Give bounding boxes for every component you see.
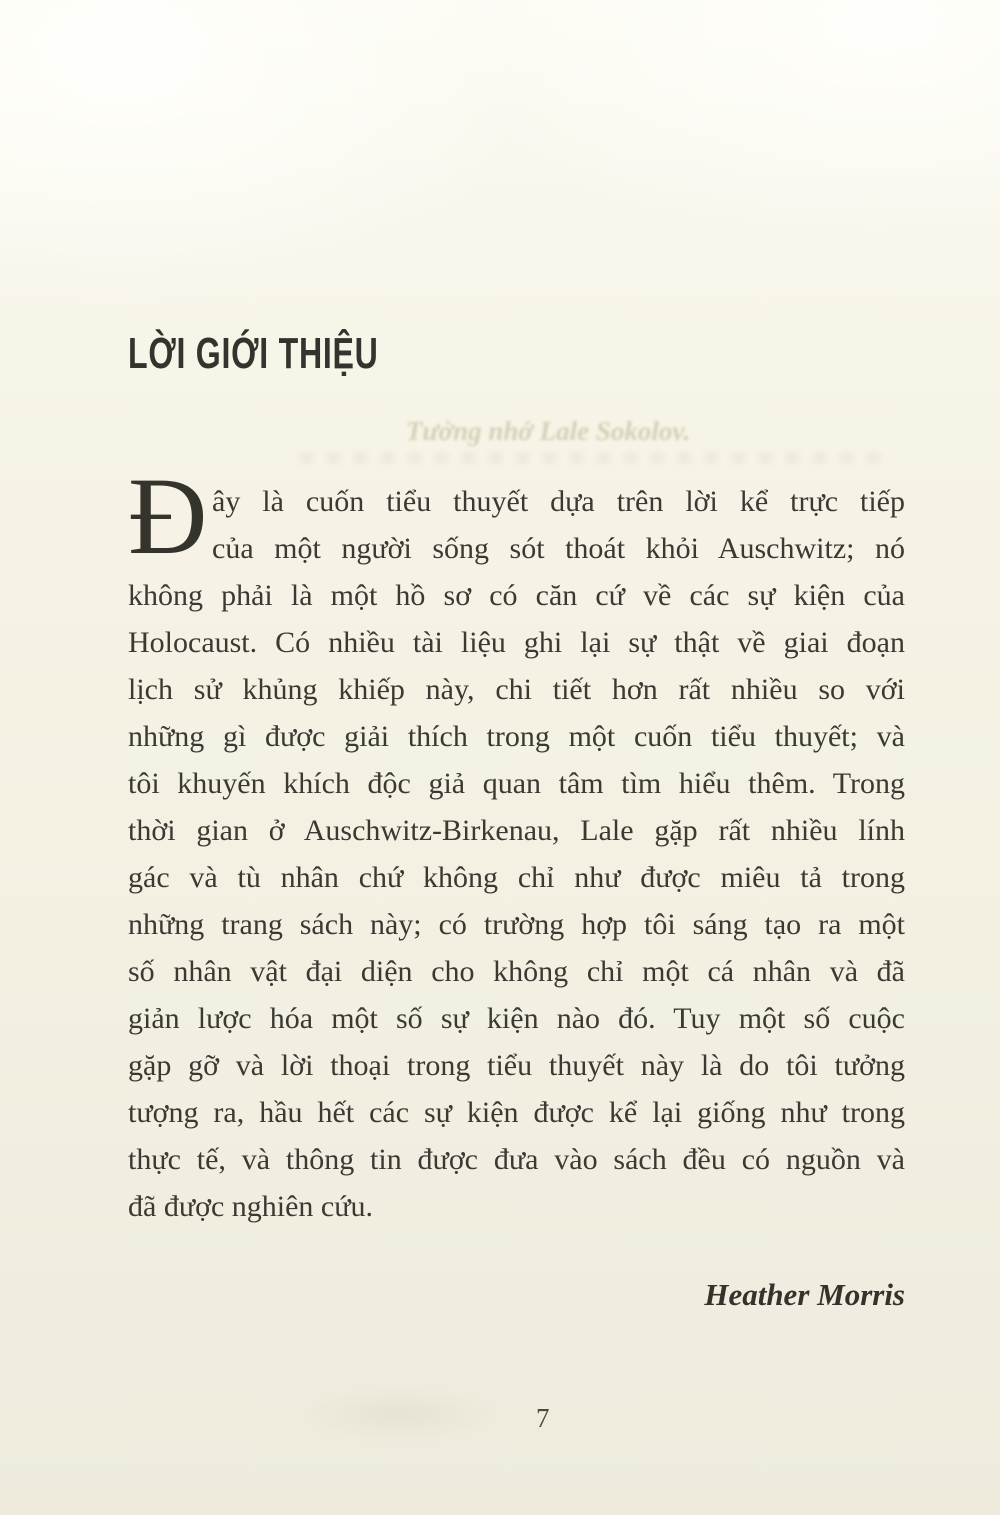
body-line: Holocaust. Có nhiều tài liệu ghi lại sự thật về giai đoạn [128, 626, 905, 659]
body-line: thời gian ở Auschwitz-Birkenau, Lale gặp rất nhiều lính [128, 814, 905, 847]
body-line: không phải là một hồ sơ có căn cứ về các sự kiện của [128, 579, 905, 612]
body-line: của một người sống sót thoát khỏi Auschwitz; nó [212, 532, 905, 565]
body-line: gặp gỡ và lời thoại trong tiểu thuyết này là do tôi tưởng [128, 1049, 905, 1082]
body-line: gác và tù nhân chứ không chỉ như được miêu tả trong [128, 861, 905, 894]
page-number: 7 [536, 1403, 550, 1433]
body-line: giản lược hóa một số sự kiện nào đó. Tuy một số cuộc [128, 1002, 905, 1035]
paper-smudge [300, 1388, 500, 1440]
section-heading-text: LỜI GIỚI THIỆU [128, 329, 379, 379]
body-line: số nhân vật đại diện cho không chỉ một cá nhân và đã [128, 955, 905, 988]
body-line: những trang sách này; có trường hợp tôi sáng tạo ra một [128, 908, 905, 941]
body-line: những gì được giải thích trong một cuốn tiểu thuyết; và [128, 720, 905, 753]
bleedthrough-smudge [300, 452, 880, 464]
body-line: ây là cuốn tiểu thuyết dựa trên lời kể trực tiếp [212, 485, 905, 518]
drop-cap-letter: Đ [128, 455, 208, 577]
bleedthrough-dedication-text: Tưởng nhớ Lale Sokolov. [405, 416, 691, 446]
body-line: tôi khuyến khích độc giả quan tâm tìm hiểu thêm. Trong [128, 767, 905, 800]
body-line: đã được nghiên cứu. [128, 1190, 373, 1223]
section-heading [128, 330, 471, 378]
body-line: lịch sử khủng khiếp này, chi tiết hơn rất nhiều so với [128, 673, 905, 706]
author-signature: Heather Morris [704, 1277, 905, 1312]
drop-cap [128, 455, 208, 577]
body-line: tượng ra, hầu hết các sự kiện được kể lại giống như trong [128, 1096, 905, 1129]
intro-paragraph [128, 455, 905, 1230]
body-line: thực tế, và thông tin được đưa vào sách đều có nguồn và [128, 1143, 905, 1176]
